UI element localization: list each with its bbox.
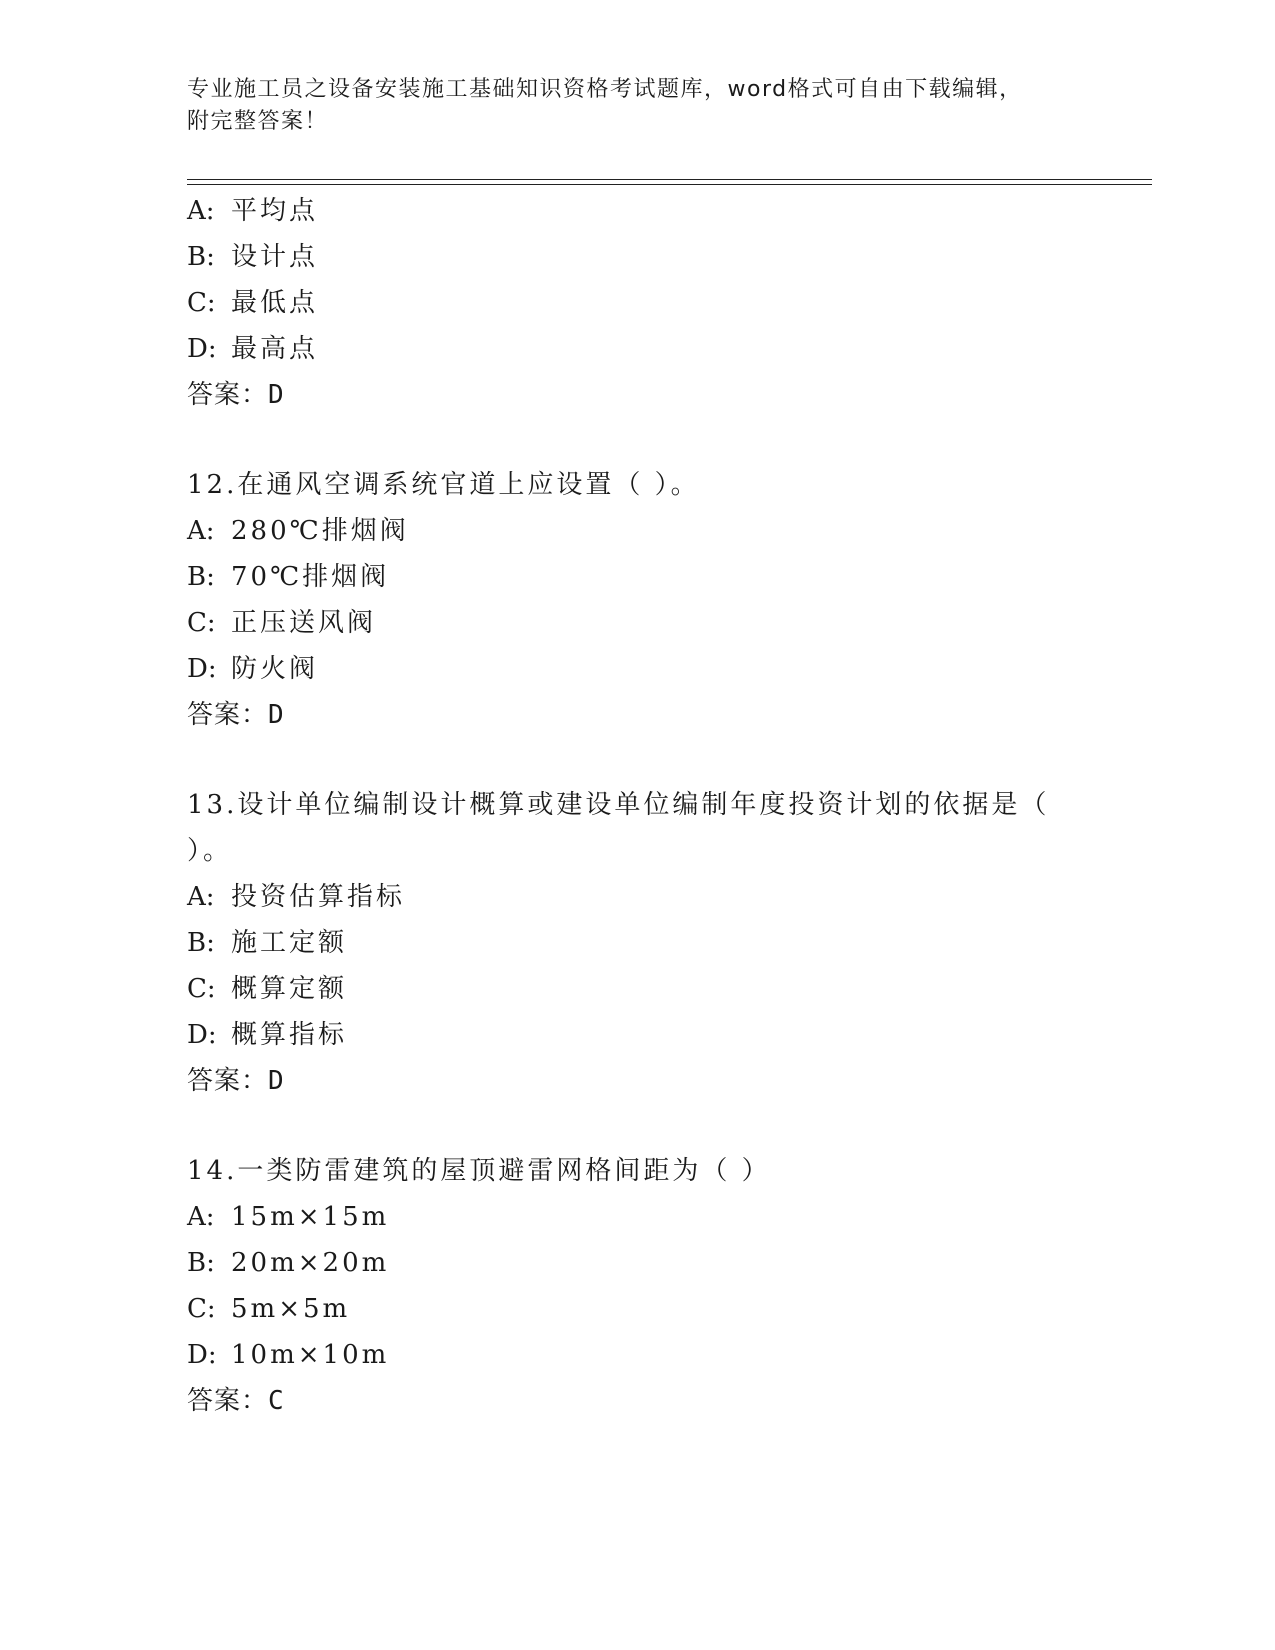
option-text: 正压送风阀 <box>231 608 377 638</box>
option-letter: D: <box>187 1020 217 1050</box>
header-line-1: 专业施工员之设备安装施工基础知识资格考试题库，word格式可自由下载编辑， <box>187 77 1023 102</box>
option-letter: C: <box>187 974 216 1004</box>
header-line-2: 附完整答案！ <box>187 109 329 134</box>
option-d <box>187 646 1087 692</box>
option-text: 设计点 <box>231 242 319 272</box>
option-c <box>187 280 1087 326</box>
option-letter: B: <box>187 928 215 958</box>
option-letter: D: <box>187 654 217 684</box>
answer-value: D <box>268 700 285 730</box>
question-list <box>187 188 1087 1424</box>
option-text: 70℃排烟阀 <box>231 562 390 592</box>
option-letter: C: <box>187 1294 216 1324</box>
option-text: 最高点 <box>231 334 319 364</box>
option-text: 投资估算指标 <box>231 882 406 912</box>
question-stem-line-2: ）。 <box>187 836 233 866</box>
option-letter: A: <box>187 196 215 226</box>
option-text: 施工定额 <box>231 928 348 958</box>
option-text: 5m×5m <box>231 1294 351 1324</box>
header-divider-bottom <box>187 184 1152 185</box>
answer-label: 答案： <box>187 700 269 730</box>
option-a <box>187 1194 1087 1240</box>
answer-line <box>187 1378 1087 1424</box>
option-a <box>187 188 1087 234</box>
option-text: 20m×20m <box>231 1248 390 1278</box>
option-text: 280℃排烟阀 <box>231 516 409 546</box>
option-letter: A: <box>187 1202 215 1232</box>
option-b <box>187 920 1087 966</box>
answer-value: C <box>268 1386 285 1416</box>
option-a <box>187 508 1087 554</box>
option-text: 平均点 <box>231 196 319 226</box>
option-d <box>187 1332 1087 1378</box>
document-header <box>187 74 1087 138</box>
option-text: 防火阀 <box>231 654 319 684</box>
option-d <box>187 326 1087 372</box>
question-stem: 12.在通风空调系统官道上应设置（ ）。 <box>187 470 700 500</box>
option-b <box>187 554 1087 600</box>
option-letter: A: <box>187 516 215 546</box>
option-letter: B: <box>187 1248 215 1278</box>
option-c <box>187 966 1087 1012</box>
answer-value: D <box>268 1066 285 1096</box>
option-c <box>187 1286 1087 1332</box>
question-12 <box>187 462 1087 738</box>
option-letter: B: <box>187 562 215 592</box>
option-text: 概算定额 <box>231 974 348 1004</box>
answer-line <box>187 1058 1087 1104</box>
option-text: 10m×10m <box>231 1340 390 1370</box>
option-text: 15m×15m <box>231 1202 390 1232</box>
option-letter: C: <box>187 608 216 638</box>
answer-value: D <box>268 380 285 410</box>
option-letter: D: <box>187 1340 217 1370</box>
option-letter: B: <box>187 242 215 272</box>
question-13 <box>187 782 1087 1104</box>
question-11 <box>187 188 1087 418</box>
header-divider-top <box>187 179 1152 180</box>
option-d <box>187 1012 1087 1058</box>
question-stem-line-1: 13.设计单位编制设计概算或建设单位编制年度投资计划的依据是（ <box>187 790 1050 820</box>
answer-label: 答案： <box>187 380 269 410</box>
answer-line <box>187 372 1087 418</box>
option-text: 最低点 <box>231 288 319 318</box>
question-14 <box>187 1148 1087 1424</box>
answer-line <box>187 692 1087 738</box>
option-text: 概算指标 <box>231 1020 348 1050</box>
answer-label: 答案： <box>187 1386 269 1416</box>
option-letter: C: <box>187 288 216 318</box>
option-b <box>187 1240 1087 1286</box>
option-c <box>187 600 1087 646</box>
question-stem: 14.一类防雷建筑的屋顶避雷网格间距为（ ） <box>187 1156 771 1186</box>
option-a <box>187 874 1087 920</box>
option-b <box>187 234 1087 280</box>
answer-label: 答案： <box>187 1066 269 1096</box>
option-letter: A: <box>187 882 215 912</box>
option-letter: D: <box>187 334 217 364</box>
